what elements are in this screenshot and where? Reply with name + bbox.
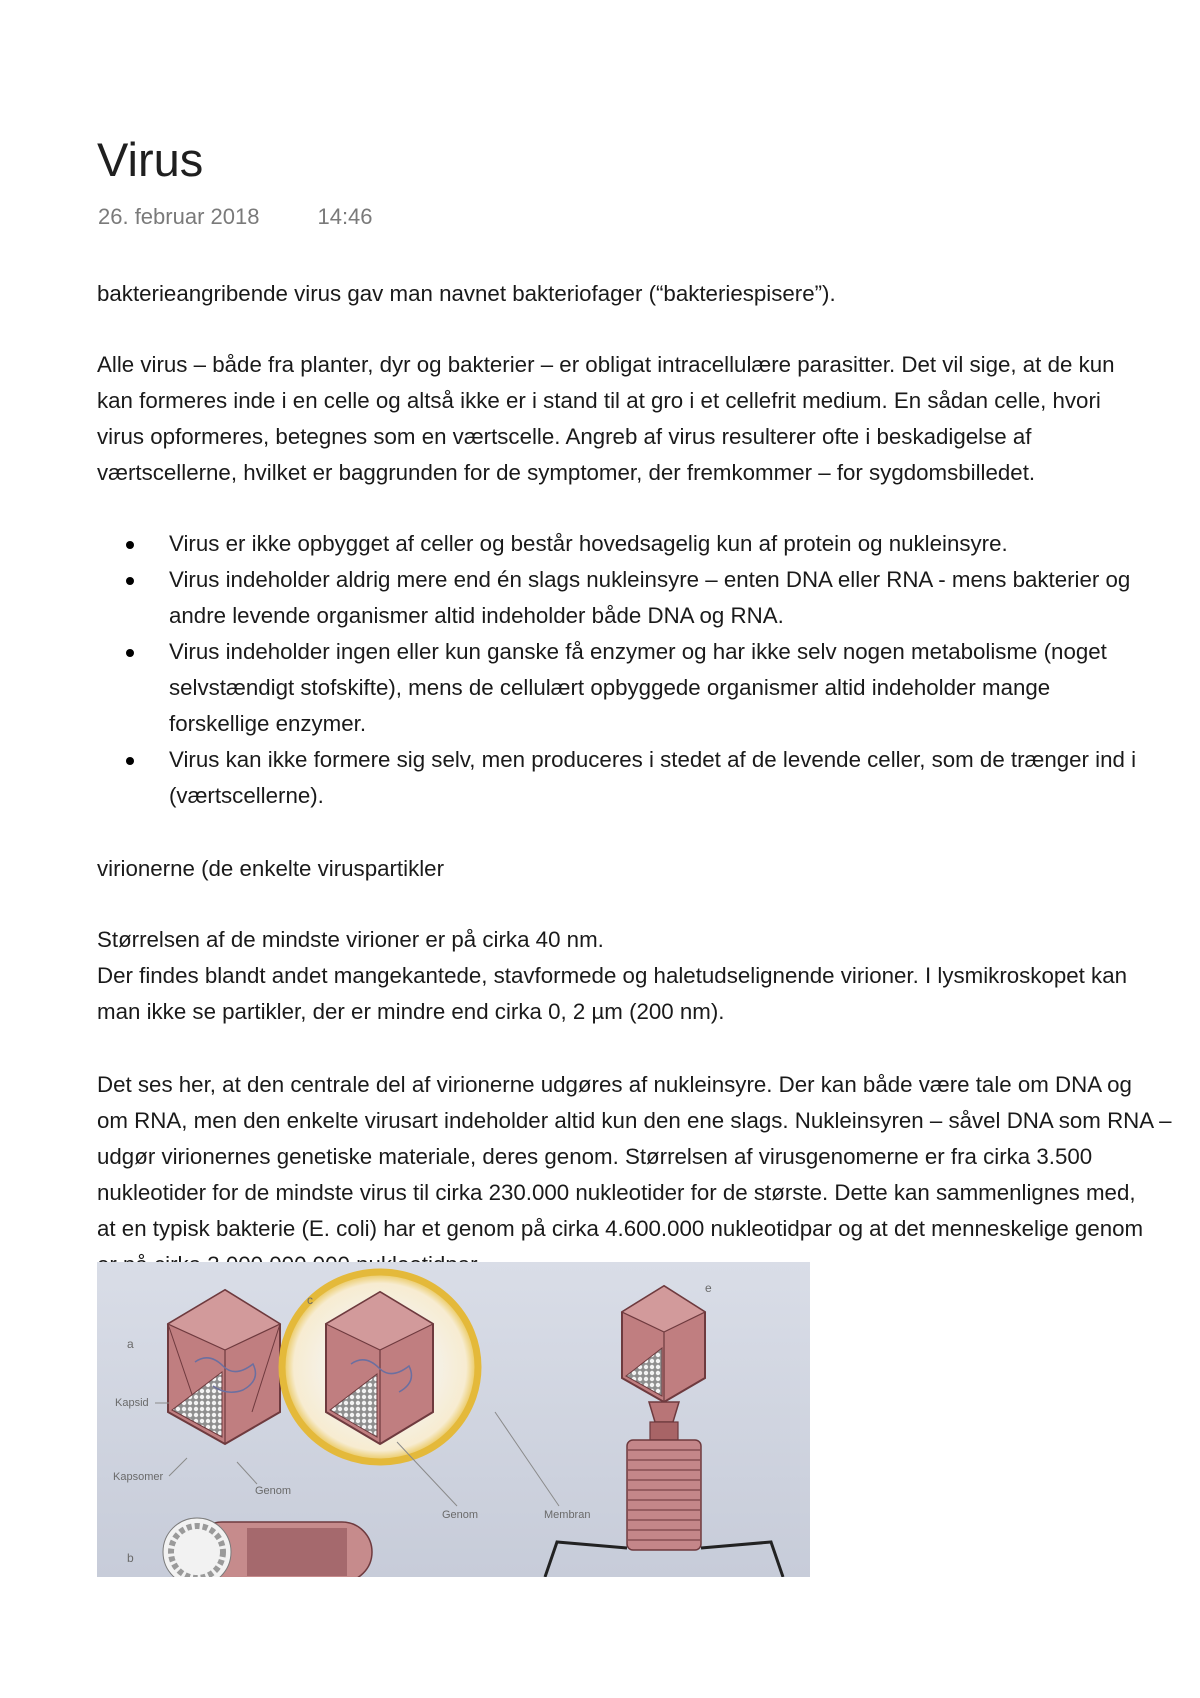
bullet-marker [126,757,134,765]
icosahedron-virus-a [168,1290,280,1444]
bullet-marker [126,541,134,549]
list-item: Virus kan ikke formere sig selv, men produceres i stedet af de levende celler, som de trænger ind i [169,747,1137,772]
virus-figure [97,1262,810,1577]
list-item-continued: selvstændigt stofskifte), mens de cellulært opbyggede organismer altid indeholder mange [169,675,1051,700]
text-line: udgør virionernes genetiske materiale, deres genom. Størrelsen af virusgenomerne er fra cirka 3.500 [97,1144,1093,1169]
text-line: om RNA, men den enkelte virusart indeholder altid kun den ene slags. Nukleinsyren – såvel DNA som RNA – [97,1108,1172,1133]
label-e: e [705,1281,712,1295]
rod-virus-b [163,1518,372,1577]
text-line: nukleotider for de mindste virus til cirka 230.000 nukleotider for de største. Dette kan sammenlignes med, [97,1180,1136,1205]
virus-illustration [97,1262,810,1577]
label-kapsid: Kapsid [115,1397,149,1409]
bullet-marker [126,649,134,657]
page-title: Virus [97,133,204,186]
text-line: Der findes blandt andet mangekantede, stavformede og haletudselignende virioner. I lysmikroskopet kan [97,963,1127,988]
page-date: 26. februar 2018 [98,204,260,229]
label-a: a [127,1337,134,1351]
text-line: at en typisk bakterie (E. coli) har et genom på cirka 4.600.000 nukleotidpar og at det menneskelige genom [97,1216,1144,1241]
list-item-continued: forskellige enzymer. [169,711,367,736]
list-item: Virus indeholder ingen eller kun ganske få enzymer og har ikke selv nogen metabolisme (noget [169,639,1107,664]
page-meta [98,204,373,230]
text-line: bakterieangribende virus gav man navnet bakteriofager (“bakteriespisere”). [97,281,836,306]
text-line: virus opformeres, betegnes som en værtscelle. Angreb af virus resulterer ofte i beskadigelse af [97,424,1032,449]
text-line: Alle virus – både fra planter, dyr og bakterier – er obligat intracellulære parasitter. Det vil sige, at de kun [97,352,1115,377]
list-item-continued: andre levende organismer altid indeholder både DNA og RNA. [169,603,784,628]
text-line: Det ses her, at den centrale del af virionerne udgøres af nukleinsyre. Der kan både være tale om DNA og [97,1072,1132,1097]
list-item: Virus er ikke opbygget af celler og består hovedsagelig kun af protein og nukleinsyre. [169,531,1008,556]
list-item-continued: (værtscellerne). [169,783,324,808]
text-line: virionerne (de enkelte viruspartikler [97,856,444,881]
list-item: Virus indeholder aldrig mere end én slags nukleinsyre – enten DNA eller RNA - mens bakterier og [169,567,1131,592]
text-line: værtscellerne, hvilket er baggrunden for de symptomer, der fremkommer – for sygdomsbilledet. [97,460,1036,485]
text-line: kan formeres inde i en celle og altså ikke er i stand til at gro i et cellefrit medium. En sådan celle, hvori [97,388,1101,413]
label-kapsomer: Kapsomer [113,1471,164,1483]
label-membran: Membran [544,1509,591,1521]
page-time: 14:46 [317,204,373,229]
bullet-marker [126,577,134,585]
label-b: b [127,1551,134,1565]
label-genom-c: Genom [442,1509,479,1521]
text-line: Størrelsen af de mindste virioner er på cirka 40 nm. [97,927,604,952]
text-line: man ikke se partikler, der er mindre end cirka 0, 2 µm (200 nm). [97,999,725,1024]
label-genom-a: Genom [255,1485,292,1497]
label-c: c [307,1293,313,1307]
